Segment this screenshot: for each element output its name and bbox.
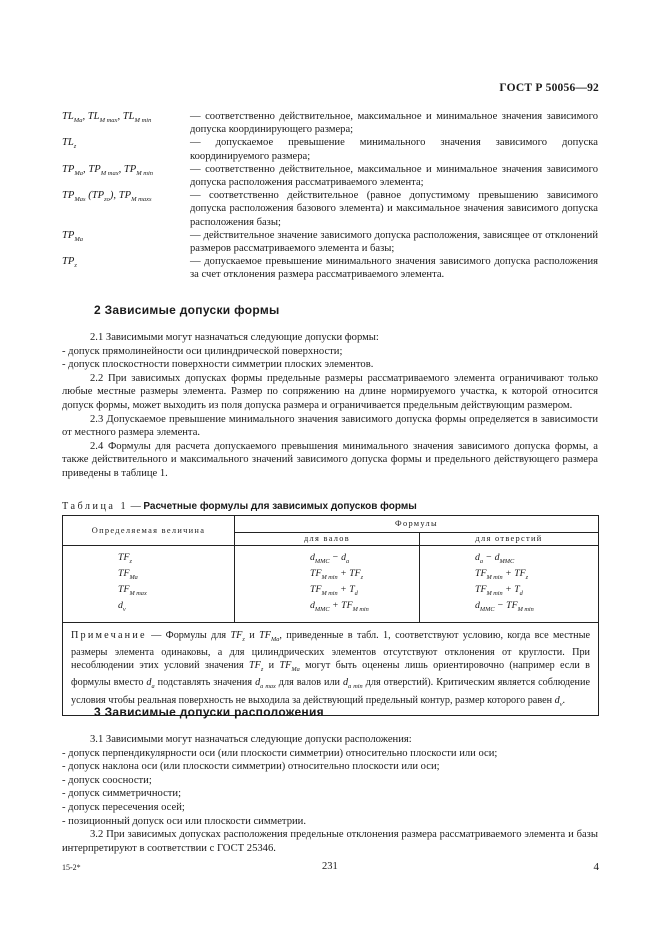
definition-symbol: $TP_z$ bbox=[62, 256, 77, 270]
footer-left-mark: 15-2* bbox=[62, 863, 81, 872]
definition-symbol: $TP_{Ma}$, $TP_{M max}$, $TP_{M min}$ bbox=[62, 163, 154, 177]
paragraph-2-3: 2.3 Допускаемое превышение минимального значения зависимого допуска формы определяется в зависимости от местного размера элемента. bbox=[62, 413, 598, 439]
holes-formulas-cell: $d_a - d_{MMC}$ $TF_{M min} + TF_z$ $TF_{M min} + T_d$ $d_{MMC} - TF_{M min}$ bbox=[420, 546, 599, 623]
header-holes: для отверстий bbox=[420, 532, 599, 545]
section-2-body bbox=[62, 331, 598, 481]
list-item: - позиционный допуск оси или плоскости симметрии. bbox=[62, 815, 306, 827]
definition-text: — допускаемое превышение минимального значения зависимого допуска расположения за счет отклонения размера рассматриваемого элемента. bbox=[190, 256, 598, 281]
section-2-title: 2 Зависимые допуски формы bbox=[94, 303, 280, 317]
list-item: - допуск наклона оси (или плоскости симметрии) относительно плоскости или оси; bbox=[62, 761, 440, 773]
section-3-title: 3 Зависимые допуски расположения bbox=[94, 705, 324, 719]
definition-symbol: $TL_{Ma}$, $TL_{M max}$, $TL_{M min}$ bbox=[62, 111, 152, 125]
list-item: - допуск симметричности; bbox=[62, 788, 182, 800]
paragraph-2-4: 2.4 Формулы для расчета допускаемого превышения минимального значения зависимого допуска формы, а также действительного и максимального значений зависимого допуска формы и предельного действующего размера приведены в таблице 1. bbox=[62, 440, 598, 479]
definition-row bbox=[62, 163, 598, 189]
table-caption-dash: — bbox=[128, 501, 144, 512]
table-caption-title: Расчетные формулы для зависимых допусков формы bbox=[143, 501, 417, 512]
paragraph-3-1: 3.1 Зависимыми могут назначаться следующие допуски расположения: bbox=[90, 734, 412, 745]
definition-text: — соответственно действительное, максимальное и минимальное значения зависимого допуска расположения рассматриваемого элемента; bbox=[190, 163, 598, 189]
definition-symbol: $TL_z$ bbox=[62, 137, 77, 151]
definition-text: — соответственно действительное (равное допустимому превышению зависимого допуска расположения базового элемента) и максимальное значения зависимого допуска расположения базы; bbox=[190, 190, 598, 228]
formulas-table bbox=[62, 515, 599, 716]
section-3-body bbox=[62, 733, 598, 855]
list-item: - допуск пересечения осей; bbox=[62, 801, 185, 813]
definition-symbol: $TP_{Ma}$ bbox=[62, 229, 84, 243]
list-item: - допуск прямолинейности оси цилиндрической поверхности; bbox=[62, 345, 343, 357]
list-item: - допуск соосности; bbox=[62, 774, 152, 786]
definition-row bbox=[62, 110, 598, 136]
list-item: - допуск перпендикулярности оси (или плоскости симметрии) относительно плоскости или оси; bbox=[62, 747, 498, 759]
definition-symbol: $TP_{Mas}$ $(TP_{zo})$, $TP_{M maxs}$ bbox=[62, 190, 152, 204]
paragraph-2-1: 2.1 Зависимыми могут назначаться следующие допуски формы: bbox=[90, 332, 379, 343]
quantities-cell: $TF_z$ $TF_{Ma}$ $TF_{M max}$ $d_v$ bbox=[63, 546, 235, 623]
paragraph-3-2: 3.2 При зависимых допусках расположения предельные отклонения размера рассматриваемого элемента и базы интерпретируют в соответствии с ГОСТ 25346. bbox=[62, 829, 598, 854]
header-quantity: Определяемая величина bbox=[63, 516, 235, 546]
header-shafts: для валов bbox=[235, 532, 420, 545]
footer-page-number: 231 bbox=[322, 861, 338, 872]
symbol-definitions bbox=[62, 110, 598, 282]
paragraph-2-2: 2.2 При зависимых допусках формы предельные размеры рассматриваемого элемента ограничивают только любые местные размеры элемента. Размер по сопряжению на длине нормируемого участка, к которой относится допуск формы, может выходить из поля допуска размера и ограничивается предельным действующим размером. bbox=[62, 372, 598, 411]
standard-number: ГОСТ Р 50056—92 bbox=[499, 82, 599, 94]
definition-text: — соответственно действительное, максимальное и минимальное значения зависимого допуска координирующего размера; bbox=[190, 111, 598, 136]
table-note: Примечание — Формулы для $TF_z$ и $TF_{Ma}$, приведенные в табл. 1, соответствуют условию, когда все местные размеры элемента одинаковы, а для цилиндрических элементов отсутствуют отклонения от круглости. При несоблюдении этих условий значения $TF_z$ и $TF_{Ma}$ могут быть оценены лишь ориентировочно (например если в формулы вместо $d_a$ подставлять значения $d_{a max}$ для валов или $d_{a min}$ для отверстий). Критическим является соблюдение условия чтобы реальная поверхность не выходила за действующий предельный контур, размер которого равен $d_v$. bbox=[63, 622, 599, 715]
table-caption bbox=[62, 501, 417, 512]
definition-text: — действительное значение зависимого допуска расположения, зависящее от отклонений размеров рассматриваемого элемента и базы; bbox=[190, 229, 598, 255]
definition-row bbox=[62, 229, 598, 255]
header-formulas: Формулы bbox=[235, 516, 599, 533]
shafts-formulas-cell: $d_{MMC} - d_a$ $TF_{M min} + TF_z$ $TF_{M min} + T_d$ $d_{MMC} + TF_{M min}$ bbox=[235, 546, 420, 623]
definition-text: — допускаемое превышение минимального значения зависимого допуска координируемого размера; bbox=[190, 137, 598, 162]
list-item: - допуск плоскостности поверхности симметрии плоских элементов. bbox=[62, 359, 374, 371]
definition-row bbox=[62, 136, 598, 162]
footer-sheet-number: 4 bbox=[593, 861, 599, 873]
table-caption-prefix: Таблица 1 bbox=[62, 501, 129, 512]
definition-row bbox=[62, 255, 598, 281]
definition-row bbox=[62, 189, 598, 229]
